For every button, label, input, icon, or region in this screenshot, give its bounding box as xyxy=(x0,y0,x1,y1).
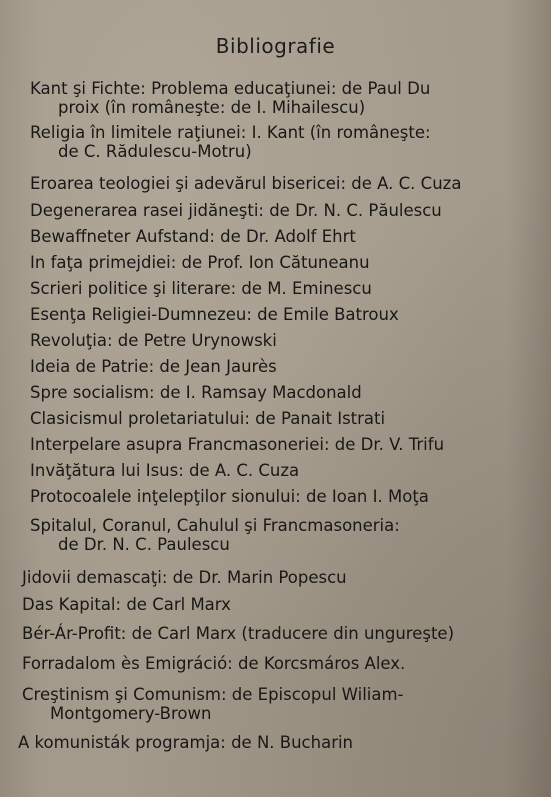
entry-line: Spre socialism: de I. Ramsay Macdonald xyxy=(30,383,362,402)
bibliography-entry xyxy=(30,383,362,402)
entry-continuation: proix (în româneşte: de I. Mihailescu) xyxy=(58,98,366,117)
bibliography-entry xyxy=(30,227,356,246)
entry-line: Bewaffneter Aufstand: de Dr. Adolf Ehrt xyxy=(30,227,356,246)
page-heading: Bibliografie xyxy=(215,34,336,58)
entry-line: Bér-Ár-Profit: de Carl Marx (traducere din ungureşte) xyxy=(22,624,455,643)
bibliography-entry xyxy=(22,624,454,643)
entry-line: Esenţa Religiei-Dumnezeu: de Emile Batroux xyxy=(30,305,399,324)
entry-line: Interpelare asupra Francmasoneriei: de Dr. V. Trifu xyxy=(30,435,445,454)
bibliography-entry xyxy=(30,487,429,506)
entry-line: Spitalul, Coranul, Cahulul şi Francmasoneria: xyxy=(30,516,400,535)
entry-continuation: Montgomery-Brown xyxy=(50,704,212,723)
bibliography-entry xyxy=(22,568,347,587)
entry-line: Degenerarea rasei jidăneşti: de Dr. N. C. Păulescu xyxy=(30,201,442,220)
bibliography-entry xyxy=(30,409,385,428)
entry-line: Ideia de Patrie: de Jean Jaurès xyxy=(30,357,277,376)
bibliography-entry xyxy=(30,253,370,272)
entry-line: Invăţătura lui Isus: de A. C. Cuza xyxy=(30,461,300,480)
entry-line: Clasicismul proletariatului: de Panait Istrati xyxy=(30,409,386,428)
bibliography-entry xyxy=(22,595,231,614)
entry-line: Jidovii demascaţi: de Dr. Marin Popescu xyxy=(22,568,347,587)
bibliography-entry xyxy=(30,279,372,298)
entry-continuation: de Dr. N. C. Paulescu xyxy=(58,535,230,554)
entry-line: Kant şi Fichte: Problema educaţiunei: de Paul Du xyxy=(30,79,431,98)
entry-line: Scrieri politice şi literare: de M. Eminescu xyxy=(30,279,372,298)
entry-line: In faţa primejdiei: de Prof. Ion Cătuneanu xyxy=(30,253,370,272)
bibliography-entry xyxy=(22,685,404,723)
entry-line: Religia în limitele raţiunei: I. Kant (în româneşte: xyxy=(30,123,431,142)
bibliography-entry xyxy=(22,654,405,673)
entry-line: Revoluţia: de Petre Urynowski xyxy=(30,331,277,350)
bibliography-entry xyxy=(30,357,277,376)
bibliography-entry xyxy=(30,79,430,117)
bibliography-entry xyxy=(30,461,299,480)
bibliography-entry xyxy=(30,123,431,161)
bibliography-entry xyxy=(30,331,277,350)
entry-line: A komunisták programja: de N. Bucharin xyxy=(18,733,354,752)
entry-line: Protocoalele inţelepţilor sionului: de Ioan I. Moţa xyxy=(30,487,429,506)
entry-continuation: de C. Rădulescu-Motru) xyxy=(58,142,252,161)
bibliography-entry xyxy=(30,435,444,454)
entry-line: Forradalom ès Emigráció: de Korcsmáros Alex. xyxy=(22,654,406,673)
bibliography-entry xyxy=(18,733,353,752)
bibliography-entry xyxy=(30,305,399,324)
entry-line: Eroarea teologiei şi adevărul bisericei: de A. C. Cuza xyxy=(30,174,462,193)
entry-line: Creştinism şi Comunism: de Episcopul Wiliam- xyxy=(22,685,404,704)
bibliography-entry xyxy=(30,201,442,220)
entry-line: Das Kapital: de Carl Marx xyxy=(22,595,231,614)
bibliography-entry xyxy=(30,516,400,554)
bibliography-entry xyxy=(30,174,461,193)
